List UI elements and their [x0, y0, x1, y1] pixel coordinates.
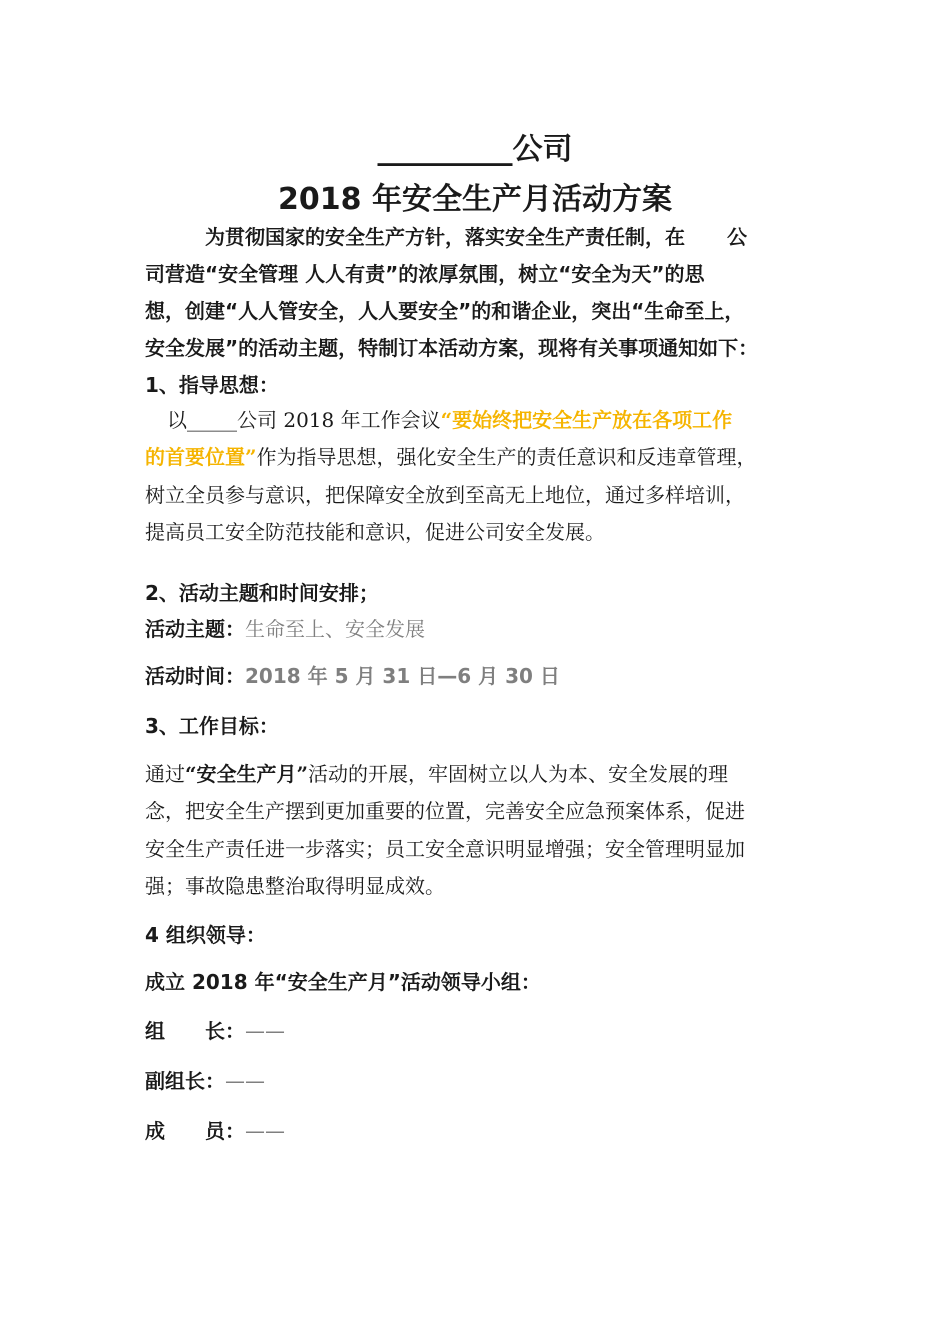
section1-heading: 1、指导思想：	[145, 373, 279, 397]
intro-line-1: 为贯彻国家的安全生产方针，落实安全生产责任制，在 公	[205, 225, 747, 249]
member-row: 成 员：——	[145, 1119, 285, 1143]
section1-line-4: 提高员工安全防范技能和意识，促进公司安全发展。	[145, 520, 605, 544]
section3-heading: 3、工作目标：	[145, 714, 279, 738]
intro-line-4: 安全发展”的活动主题，特制订本活动方案，现将有关事项通知如下：	[145, 336, 759, 360]
section1-line-3: 树立全员参与意识，把保障安全放到至高无上地位，通过多样培训，	[145, 483, 745, 507]
section3-line-2: 念，把安全生产摆到更加重要的位置，完善安全应急预案体系，促进	[145, 799, 745, 823]
section3-line-1: 通过“安全生产月”活动的开展，牢固树立以人为本、安全发展的理	[145, 762, 729, 786]
section1-line-2: 的首要位置”作为指导思想，强化安全生产的责任意识和反违章管理，	[145, 445, 757, 469]
plan-title: 2018 年安全生产月活动方案	[278, 182, 672, 217]
section3-line-4: 强；事故隐患整治取得明显成效。	[145, 874, 445, 898]
theme-row: 活动主题：生命至上、安全发展	[145, 617, 425, 641]
leader-row: 组 长：——	[145, 1019, 285, 1043]
intro-line-3: 想，创建“人人管安全，人人要安全”的和谐企业，突出“生命至上，	[145, 299, 745, 323]
deputy-row: 副组长：——	[145, 1069, 265, 1093]
company-title: _________公司	[377, 132, 573, 167]
section1-line-1: 以_____公司 2018 年工作会议“要始终把安全生产放在各项工作	[167, 408, 733, 432]
section2-heading: 2、活动主题和时间安排；	[145, 581, 379, 605]
intro-line-2: 司营造“安全管理 人人有责”的浓厚氛围，树立“安全为天”的思	[145, 262, 705, 286]
leader-group-line: 成立 2018 年“安全生产月”活动领导小组：	[145, 970, 541, 994]
section4-heading: 4 组织领导：	[145, 923, 266, 947]
time-row: 活动时间：2018 年 5 月 31 日—6 月 30 日	[145, 664, 560, 688]
section3-line-3: 安全生产责任进一步落实；员工安全意识明显增强；安全管理明显加	[145, 837, 745, 861]
